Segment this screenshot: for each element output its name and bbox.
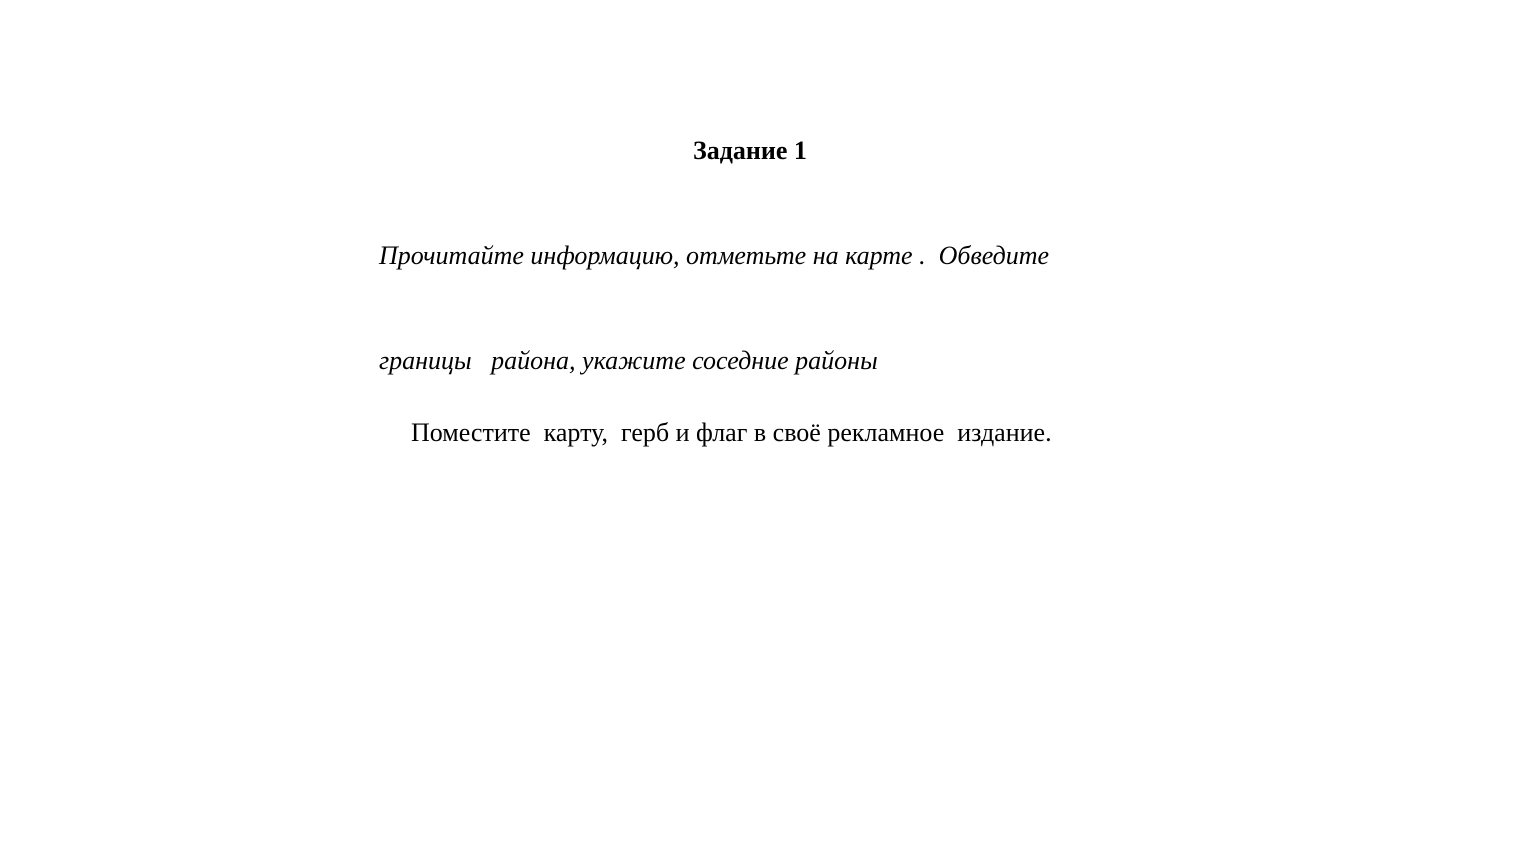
task-instruction — [379, 168, 1139, 448]
instruction-line-2: границы района, укажите соседние районы — [379, 346, 878, 375]
task-footer-text: Поместите карту, герб и флаг в своё рекламное издание. — [411, 418, 1052, 447]
instruction-line-1: Прочитайте информацию, отметьте на карте . Обведите — [379, 241, 1050, 270]
task-title: Задание 1 — [693, 136, 807, 165]
